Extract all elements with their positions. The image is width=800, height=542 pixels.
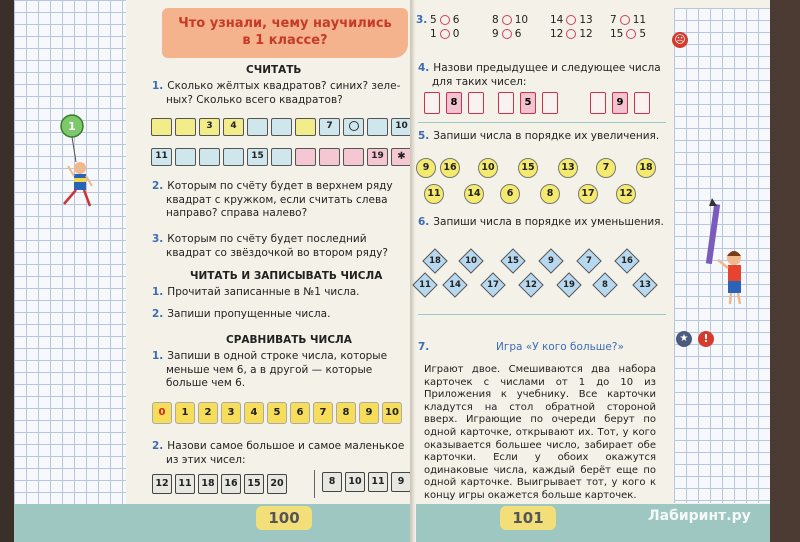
diamond-label: 14 bbox=[449, 280, 461, 290]
watermark-logo: Лабиринт.ру bbox=[648, 508, 751, 524]
compare-circle-icon bbox=[502, 29, 512, 39]
task-3-label: 3. bbox=[416, 14, 428, 26]
task-read-2: 2. Запиши пропущенные числа. bbox=[152, 308, 331, 320]
right-page bbox=[416, 0, 790, 542]
number-tile: 0 bbox=[152, 402, 172, 424]
diamond-label: 18 bbox=[429, 256, 441, 266]
circled-number: 11 bbox=[424, 184, 444, 204]
comparison-left: 5 bbox=[430, 14, 437, 26]
number-tile: 6 bbox=[290, 402, 310, 424]
square-cell bbox=[271, 118, 292, 136]
comparison-pair bbox=[492, 14, 528, 27]
number-tile: 3 bbox=[221, 402, 241, 424]
square-cell: 7 bbox=[319, 118, 340, 136]
exclamation-badge-icon: ! bbox=[698, 331, 714, 347]
task-5-ascending: 5. Запиши числа в порядке их увеличения. bbox=[418, 130, 660, 142]
comparison-pair bbox=[430, 28, 459, 41]
page-number-left: 100 bbox=[256, 506, 312, 530]
square-cell bbox=[175, 118, 196, 136]
comparison-right: 10 bbox=[514, 14, 529, 26]
comparison-left: 12 bbox=[550, 28, 564, 40]
square-cell bbox=[151, 118, 172, 136]
sad-face-icon: ☹ bbox=[672, 32, 688, 48]
number-card: 12 bbox=[152, 474, 172, 494]
number-card: 20 bbox=[267, 474, 287, 494]
diamond-label: 16 bbox=[621, 256, 633, 266]
square-cell: 19 bbox=[367, 148, 388, 166]
square-cell bbox=[175, 148, 196, 166]
circled-number: 10 bbox=[478, 158, 498, 178]
compare-circle-icon bbox=[626, 29, 636, 39]
comparison-left: 7 bbox=[610, 14, 617, 26]
task-6-descending: 6. Запиши числа в порядке их уменьшения. bbox=[418, 216, 664, 228]
comparison-right: 6 bbox=[514, 28, 522, 40]
square-cell bbox=[271, 148, 292, 166]
number-box bbox=[468, 92, 484, 114]
pencil-boy-illustration bbox=[698, 198, 758, 308]
number-card: 8 bbox=[322, 472, 342, 492]
circled-number: 12 bbox=[616, 184, 636, 204]
left-grid-margin bbox=[14, 0, 126, 505]
number-tile: 2 bbox=[198, 402, 218, 424]
diamond-label: 13 bbox=[639, 280, 651, 290]
compare-circle-icon bbox=[440, 15, 450, 25]
number-box bbox=[590, 92, 606, 114]
squares-row-2 bbox=[151, 148, 412, 166]
circled-number: 13 bbox=[558, 158, 578, 178]
number-box bbox=[542, 92, 558, 114]
number-box bbox=[424, 92, 440, 114]
star-badge-icon: ★ bbox=[676, 331, 692, 347]
comparison-left: 8 bbox=[492, 14, 499, 26]
star-icon: ✱ bbox=[397, 151, 406, 162]
number-card: 11 bbox=[175, 474, 195, 494]
section-heading-read-write: ЧИТАТЬ И ЗАПИСЫВАТЬ ЧИСЛА bbox=[190, 270, 383, 282]
number-card: 15 bbox=[244, 474, 264, 494]
section-heading-count: СЧИТАТЬ bbox=[246, 64, 302, 76]
diamond-number bbox=[422, 248, 447, 273]
task-1-count: 1. Сколько жёлтых квадратов? синих? зеле- ных? Сколько всего квадратов? bbox=[152, 80, 401, 106]
diamond-number bbox=[518, 272, 543, 297]
number-tile: 10 bbox=[382, 402, 402, 424]
number-tile: 5 bbox=[267, 402, 287, 424]
square-cell bbox=[199, 148, 220, 166]
diamond-number bbox=[538, 248, 563, 273]
number-strip bbox=[152, 402, 402, 424]
square-cell bbox=[367, 118, 388, 136]
left-footer-band bbox=[14, 504, 412, 542]
square-cell bbox=[343, 148, 364, 166]
comparison-right: 12 bbox=[579, 28, 593, 40]
number-card: 16 bbox=[221, 474, 241, 494]
task-compare-2: 2. Назови самое большое и самое маленькое из этих чисел: bbox=[152, 440, 405, 466]
compare-circle-icon bbox=[566, 15, 576, 25]
diamond-number bbox=[556, 272, 581, 297]
circled-number: 16 bbox=[440, 158, 460, 178]
task-2-order: 2. Которым по счёту будет в верхнем ряду квадрат с кружком, если считать слева направо? справа налево? bbox=[152, 180, 393, 219]
balloon-label: 1 bbox=[68, 120, 76, 133]
diamond-label: 8 bbox=[602, 280, 608, 290]
circle-icon bbox=[349, 121, 359, 131]
comparison-right: 11 bbox=[632, 14, 647, 26]
diamond-number bbox=[442, 272, 467, 297]
diamond-number bbox=[592, 272, 617, 297]
diamond-label: 9 bbox=[548, 256, 554, 266]
square-cell bbox=[247, 118, 268, 136]
compare-circle-icon bbox=[440, 29, 450, 39]
square-cell: 4 bbox=[223, 118, 244, 136]
game-instructions: Играют двое. Смешиваются два набора карточек с числами от 1 до 10 из Приложения к учебнику. Все карточки кладутся на стол обратной стороной вверх. Играющие по очереди берут по одной карточке, открывают их. Тот, у кого оказывается большее число, забирает обе карточки. Если у обоих окажутся одинаковые числа, каждый берёт еще по одной карточке. Выигрывает тот, у кого к концу игры окажется больше карточек. bbox=[424, 364, 656, 501]
comparison-pair bbox=[610, 28, 646, 41]
diamond-number bbox=[480, 272, 505, 297]
diamond-number bbox=[500, 248, 525, 273]
left-page bbox=[14, 0, 412, 542]
squares-row-1 bbox=[151, 118, 412, 136]
number-tile: 4 bbox=[244, 402, 264, 424]
comparison-pair bbox=[550, 28, 593, 41]
number-box: 5 bbox=[520, 92, 536, 114]
circled-number: 6 bbox=[500, 184, 520, 204]
diamond-label: 10 bbox=[465, 256, 477, 266]
task-read-1: 1. Прочитай записанные в №1 числа. bbox=[152, 286, 360, 298]
diamond-number bbox=[576, 248, 601, 273]
square-cell bbox=[343, 118, 364, 136]
compare-circle-icon bbox=[620, 15, 630, 25]
diamond-label: 12 bbox=[525, 280, 537, 290]
comparison-left: 9 bbox=[492, 28, 499, 40]
number-card: 10 bbox=[345, 472, 365, 492]
number-tile: 1 bbox=[175, 402, 195, 424]
number-box: 9 bbox=[612, 92, 628, 114]
compare-circle-icon bbox=[502, 15, 512, 25]
divider bbox=[418, 314, 666, 315]
cards-divider bbox=[314, 470, 315, 498]
comparison-right: 6 bbox=[452, 14, 460, 26]
section-heading-compare: СРАВНИВАТЬ ЧИСЛА bbox=[226, 334, 352, 346]
circled-number: 14 bbox=[464, 184, 484, 204]
balloon-boy-illustration bbox=[42, 112, 112, 222]
page-number-right: 101 bbox=[500, 506, 556, 530]
compare-circle-icon bbox=[566, 29, 576, 39]
circled-number: 7 bbox=[596, 158, 616, 178]
task-7-label: 7. bbox=[418, 341, 430, 353]
number-cards-group-b bbox=[322, 472, 411, 492]
task-compare-1: 1. Запиши в одной строке числа, которые меньше чем 6, а в другой — которые больше чем 6. bbox=[152, 350, 388, 389]
comparison-pair bbox=[610, 14, 646, 27]
number-tile: 7 bbox=[313, 402, 333, 424]
chapter-title: Что узнали, чему научились в 1 классе? bbox=[162, 8, 408, 58]
comparison-left: 1 bbox=[430, 28, 437, 40]
diamond-label: 11 bbox=[419, 280, 431, 290]
diamond-label: 17 bbox=[487, 280, 499, 290]
comparison-pair bbox=[492, 28, 521, 41]
comparison-left: 14 bbox=[550, 14, 564, 26]
number-card: 9 bbox=[391, 472, 411, 492]
number-cards-group-a bbox=[152, 474, 287, 494]
square-cell: 15 bbox=[247, 148, 268, 166]
diamond-number bbox=[412, 272, 437, 297]
comparison-left: 15 bbox=[610, 28, 624, 40]
diamond-number bbox=[458, 248, 483, 273]
game-title: Игра «У кого больше?» bbox=[496, 341, 624, 353]
square-cell: 11 bbox=[151, 148, 172, 166]
comparison-right: 5 bbox=[639, 28, 647, 40]
square-cell bbox=[295, 148, 316, 166]
circled-number: 15 bbox=[518, 158, 538, 178]
task-3-star: 3. Которым по счёту будет последний квадрат со звёздочкой во втором ряду? bbox=[152, 233, 388, 259]
square-cell bbox=[223, 148, 244, 166]
divider bbox=[418, 122, 666, 123]
comparison-right: 13 bbox=[579, 14, 593, 26]
comparison-right: 0 bbox=[452, 28, 460, 40]
square-cell: 3 bbox=[199, 118, 220, 136]
number-tile: 8 bbox=[336, 402, 356, 424]
diamond-number bbox=[614, 248, 639, 273]
diamond-label: 19 bbox=[563, 280, 575, 290]
task-4-neighbors: 4. Назови предыдущее и следующее числа для таких чисел: bbox=[418, 62, 661, 88]
number-box bbox=[634, 92, 650, 114]
diamond-number bbox=[632, 272, 657, 297]
comparison-pair bbox=[550, 14, 593, 27]
square-cell bbox=[295, 118, 316, 136]
comparison-pair bbox=[430, 14, 459, 27]
number-card: 11 bbox=[368, 472, 388, 492]
number-card: 18 bbox=[198, 474, 218, 494]
circled-number: 9 bbox=[416, 158, 436, 178]
square-cell bbox=[319, 148, 340, 166]
diamond-label: 7 bbox=[586, 256, 592, 266]
square-cell: 10 bbox=[391, 118, 412, 136]
number-tile: 9 bbox=[359, 402, 379, 424]
square-cell bbox=[391, 148, 412, 166]
background-edge bbox=[770, 0, 800, 542]
number-box: 8 bbox=[446, 92, 462, 114]
circled-number: 17 bbox=[578, 184, 598, 204]
circled-number: 8 bbox=[540, 184, 560, 204]
number-box bbox=[498, 92, 514, 114]
diamond-label: 15 bbox=[507, 256, 519, 266]
circled-number: 18 bbox=[636, 158, 656, 178]
